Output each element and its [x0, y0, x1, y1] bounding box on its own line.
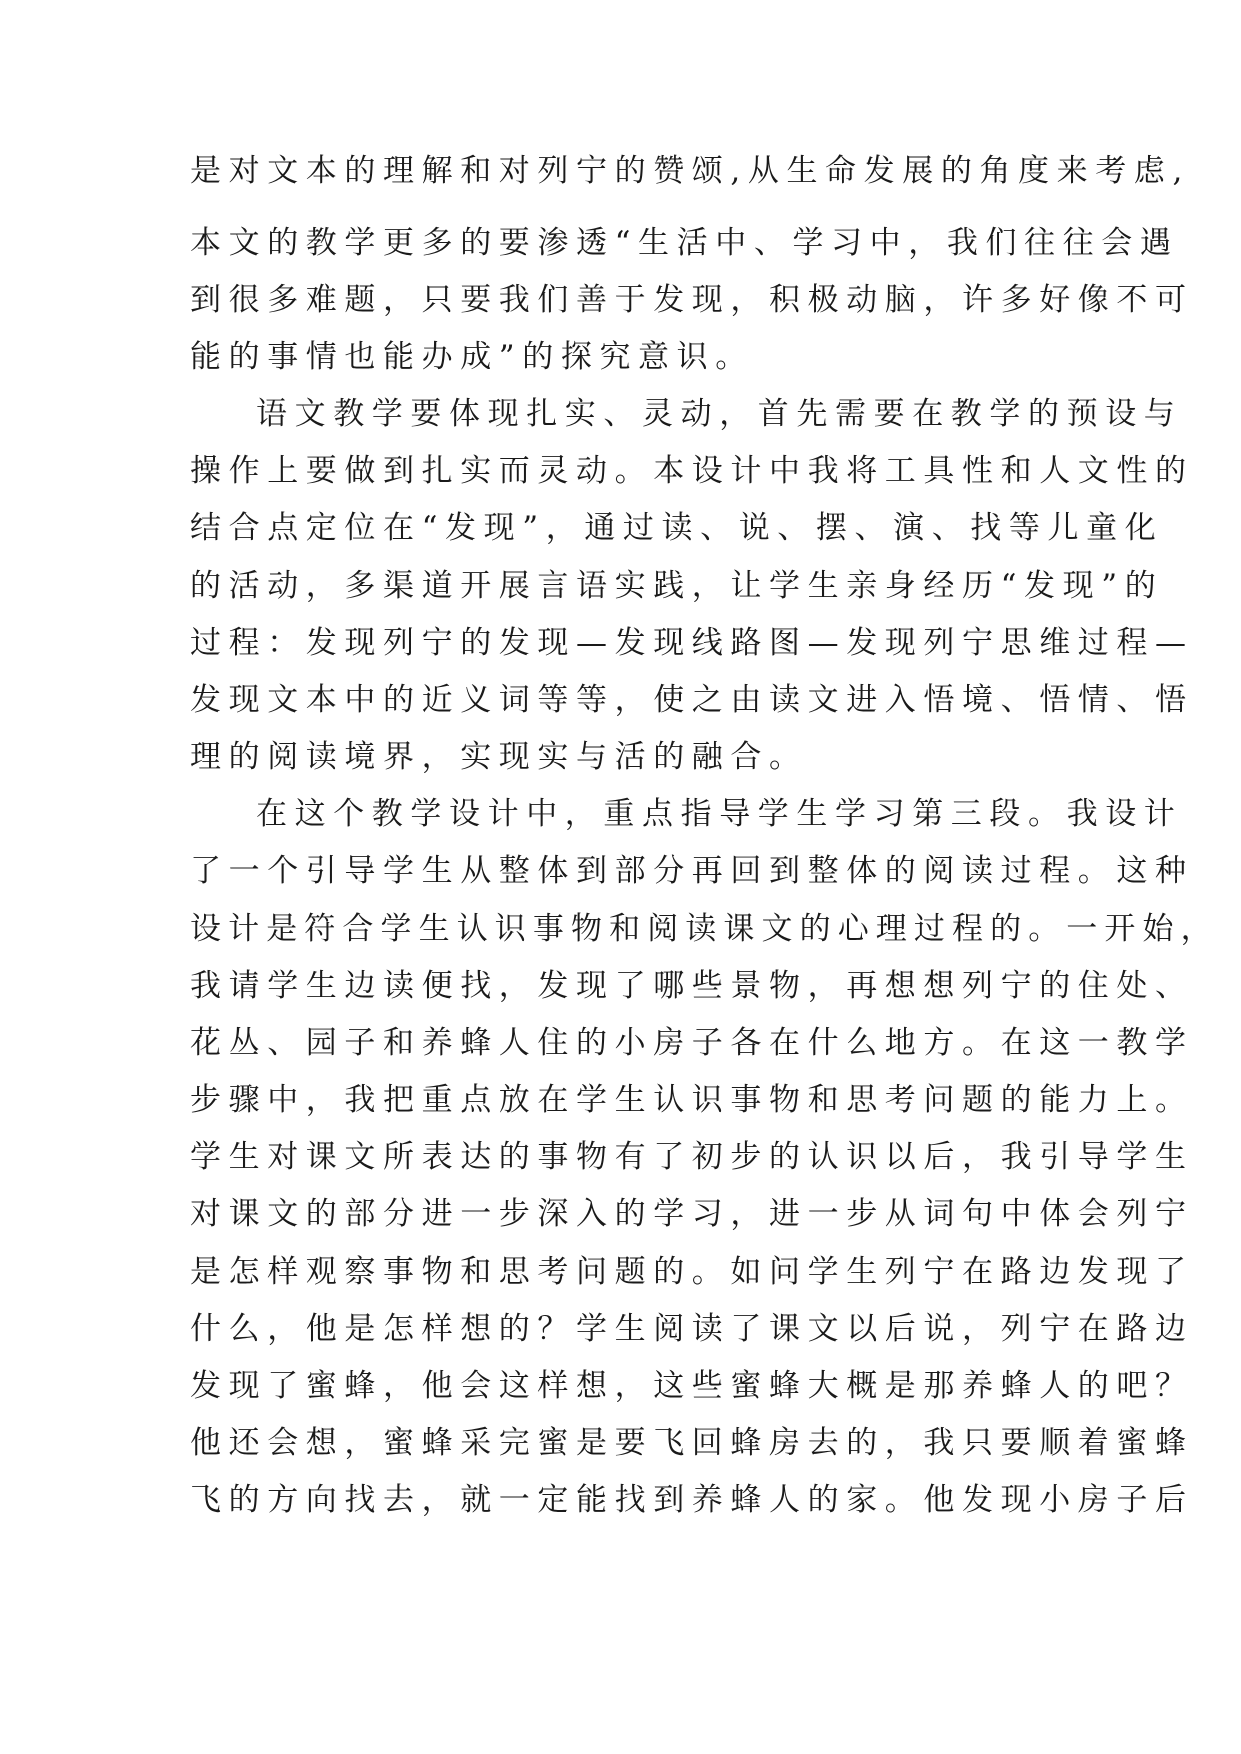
text-line: 操作上要做到扎实而灵动。本设计中我将工具性和人文性的: [190, 453, 1194, 489]
text-line: 我请学生边读便找，发现了哪些景物，再想想列宁的住处、: [190, 968, 1194, 1004]
text-line: 步骤中，我把重点放在学生认识事物和思考问题的能力上。: [190, 1082, 1194, 1118]
text-line: 本文的教学更多的要渗透“生活中、学习中，我们往往会遇: [190, 225, 1179, 261]
text-line: 他还会想，蜜蜂采完蜜是要飞回蜂房去的，我只要顺着蜜蜂: [190, 1425, 1194, 1461]
text-line: 对课文的部分进一步深入的学习，进一步从词句中体会列宁: [190, 1196, 1194, 1232]
text-line: 设计是符合学生认识事物和阅读课文的心理过程的。一开始，: [190, 911, 1219, 947]
text-line: 什么，他是怎样想的？学生阅读了课文以后说，列宁在路边: [190, 1311, 1194, 1347]
text-line: 是怎样观察事物和思考问题的。如问学生列宁在路边发现了: [190, 1254, 1194, 1290]
text-line: 的活动，多渠道开展言语实践，让学生亲身经历“发现”的: [190, 568, 1164, 604]
text-line: 能的事情也能办成”的探究意识。: [190, 339, 754, 375]
text-line: 学生对课文所表达的事物有了初步的认识以后，我引导学生: [190, 1139, 1194, 1175]
paragraph-start-line: 在这个教学设计中，重点指导学生学习第三段。我设计: [256, 796, 1183, 832]
text-line: 了一个引导学生从整体到部分再回到整体的阅读过程。这种: [190, 853, 1194, 889]
text-line: 到很多难题，只要我们善于发现，积极动脑，许多好像不可: [190, 282, 1194, 318]
text-line: 发现了蜜蜂，他会这样想，这些蜜蜂大概是那养蜂人的吧？: [190, 1368, 1194, 1404]
text-line: 过程：发现列宁的发现—发现线路图—发现列宁思维过程—: [190, 625, 1194, 661]
text-line: 发现文本中的近义词等等，使之由读文进入悟境、悟情、悟: [190, 682, 1194, 718]
paragraph-start-line: 语文教学要体现扎实、灵动，首先需要在教学的预设与: [256, 396, 1183, 432]
text-line: 理的阅读境界，实现实与活的融合。: [190, 739, 808, 775]
text-line: 花丛、园子和养蜂人住的小房子各在什么地方。在这一教学: [190, 1025, 1194, 1061]
text-line: 飞的方向找去，就一定能找到养蜂人的家。他发现小房子后: [190, 1482, 1194, 1518]
text-line: 结合点定位在“发现”，通过读、说、摆、演、找等儿童化: [190, 510, 1164, 546]
text-line: 是对文本的理解和对列宁的赞颂,从生命发展的角度来考虑,: [190, 153, 1190, 189]
